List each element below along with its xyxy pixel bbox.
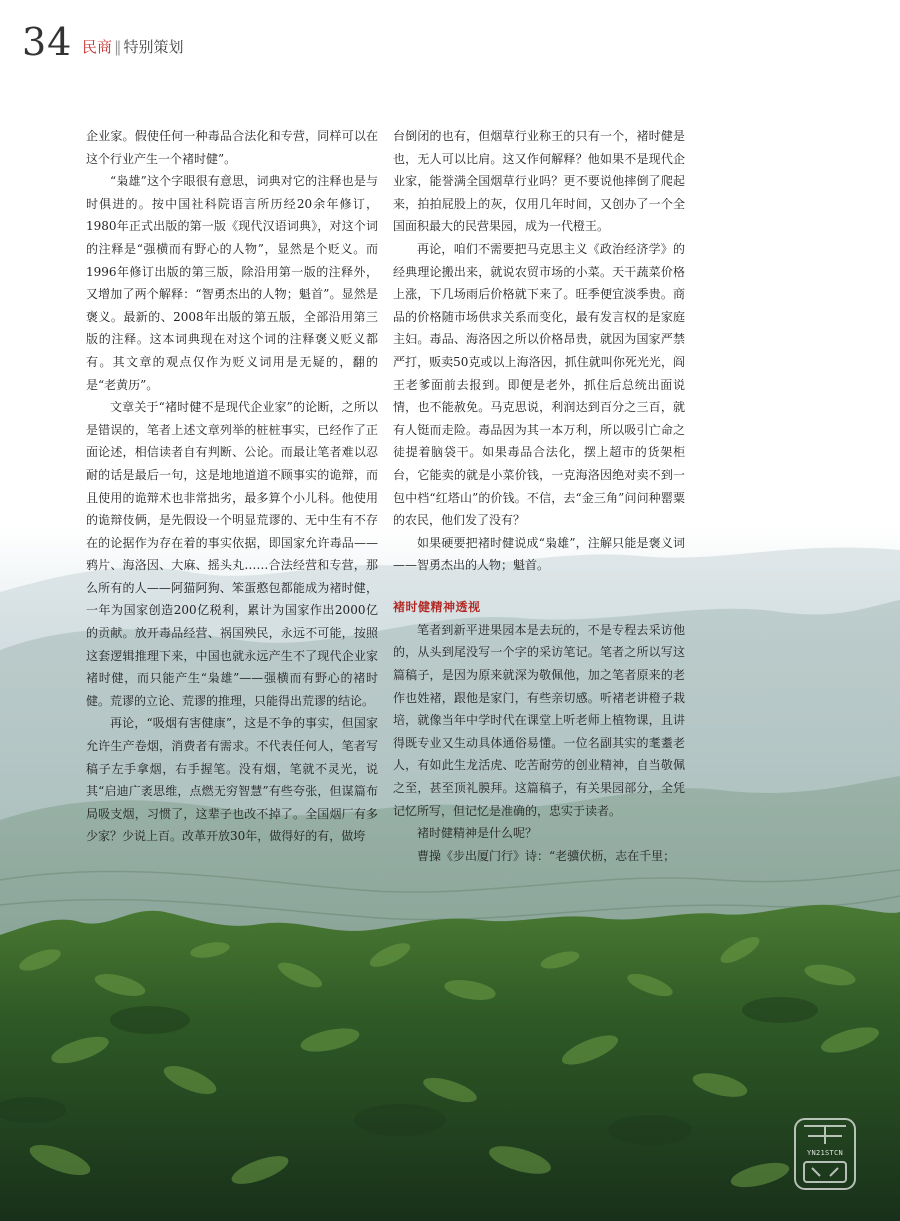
paragraph: 再论，“吸烟有害健康”，这是不争的事实，但国家允许生产卷烟，消费者有需求。不代表任何人，笔者写稿子左手拿烟，右手握笔。没有烟，笔就不灵光，说其“启迪广袤思维，点燃无穷智慧”有些夸张，但谋篇布局吸支烟，习惯了，这辈子也改不掉了。全国烟厂有多少家？少说上百。改革开放30年，做得好的有，做垮 xyxy=(86,716,378,844)
paragraph: 企业家。假使任何一种毒品合法化和专营，同样可以在这个行业产生一个褚时健”。 xyxy=(86,129,378,166)
section-heading: 褚时健精神透视 xyxy=(393,599,481,614)
left-column xyxy=(86,125,378,848)
paragraph: 褚时健精神是什么呢？ xyxy=(417,826,538,841)
section-name: 特别策划 xyxy=(123,38,184,56)
right-column xyxy=(393,125,685,867)
paragraph: 再论，咱们不需要把马克思主义《政治经济学》的经典理论搬出来，就说农贸市场的小菜。天干蔬菜价格上涨，下几场雨后价格就下来了。旺季便宜淡季贵。商品的价格随市场供求关系而变化，最有发言权的是家庭主妇。毒品、海洛因之所以价格昂贵，就因为国家严禁严打，贩卖50克或以上海洛因，抓住就叫你死光光，阎王老爹面前去报到。即便是老外，抓住后总统出面说情，也不能赦免。马克思说，利润达到百分之三百，就有人铤而走险。毒品因为其一本万利，所以吸引亡命之徒提着脑袋干。如果毒品合法化，摆上超市的货架柜台，它能卖的就是小菜价钱，一克海洛因绝对卖不到一包中档“红塔山”的价钱。不信，去“金三角”问问种罂粟的农民，他们发了没有？ xyxy=(393,241,685,528)
paragraph: 如果硬要把褚时健说成“枭雄”，注解只能是褒义词——智勇杰出的人物；魁首。 xyxy=(393,535,685,573)
paragraph: 台倒闭的也有，但烟草行业称王的只有一个，褚时健是也，无人可以比肩。这又作何解释？他如果不是现代企业家，能誉满全国烟草行业吗？更不要说他摔倒了爬起来，拍拍屁股上的灰，仅用几年时间，又创办了一个全国面积最大的民营果园，成为一代橙王。 xyxy=(393,129,685,234)
header-separator: ‖ xyxy=(114,38,122,56)
paragraph: 文章关于“褚时健不是现代企业家”的论断，之所以是错误的，笔者上述文章列举的桩桩事实，已经作了正面论述，相信读者自有判断、公论。而最让笔者难以忍耐的话是最后一句，这是地地道道不顾事实的诡辩，而且使用的诡辩术也非常拙劣，最多算个小儿科。他使用的诡辩伎俩，是先假设一个明显荒谬的、无中生有不存在的论据作为存在着的事实依据，即国家允许毒品——鸦片、海洛因、大麻、摇头丸……合法经营和专营，那么所有的人——阿猫阿狗、笨蛋憨包都能成为褚时健，一年为国家创造200亿税利，累计为国家作出2000亿的贡献。放开毒品经营、祸国殃民，永远不可能，按照这套逻辑推理下来，中国也就永远产生不了现代企业家褚时健，而只能产生“枭雄”——强横而有野心的褚时健。荒谬的立论、荒谬的推理，只能得出荒谬的结论。 xyxy=(86,400,378,708)
publisher-logo-watermark xyxy=(794,1118,856,1190)
paragraph: 笔者到新平进果园本是去玩的，不是专程去采访他的，从头到尾没写一个字的采访笔记。笔者之所以写这篇稿子，是因为原来就深为敬佩他，加之笔者原来的老作也姓褚，跟他是家门，有些亲切感。听褚老讲橙子栽培，就像当年中学时代在课堂上听老师上植物课，且讲得既专业又生动具体通俗易懂。一位名副其实的耄耋老人，有如此生龙活虎、吃苦耐劳的创业精神，自当敬佩之至，甚至顶礼膜拜。这篇稿子，有关果园部分，全凭记忆所写，但记忆是准确的，忠实于读者。 xyxy=(393,622,685,818)
paragraph: “枭雄”这个字眼很有意思，词典对它的注释也是与时俱进的。按中国社科院语言所历经20余年修订，1980年正式出版的第一版《现代汉语词典》，对这个词的注释是“强横而有野心的人物”，显然是个贬义。而1996年修订出版的第三版，除沿用第一版的注释外，又增加了两个解释：“智勇杰出的人物；魁首”。显然是褒义。最新的、2008年出版的第五版，全部沿用第三版的注释。这本词典现在对这个词的注释褒义贬义都有。其文章的观点仅作为贬义词用是无疑的，翻的是“老黄历”。 xyxy=(86,174,378,392)
page-number: 34 xyxy=(22,20,73,64)
paragraph: 曹操《步出厦门行》诗：“老骥伏枥，志在千里； xyxy=(417,848,676,863)
logo-text: YN21STCN xyxy=(806,1149,844,1157)
magazine-name: 民商 xyxy=(82,38,113,56)
running-header xyxy=(82,37,184,57)
